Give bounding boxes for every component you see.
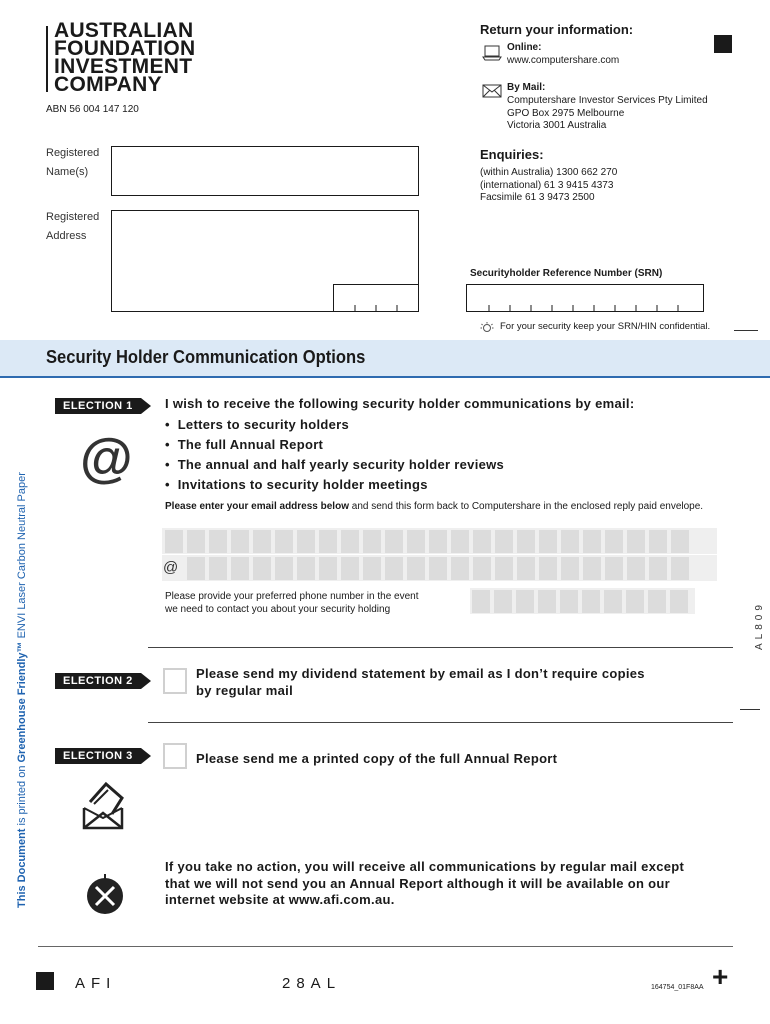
plus-icon: + — [712, 961, 729, 992]
footer-code-left: AFI — [75, 975, 117, 992]
registered-names-label — [46, 144, 99, 182]
email-cell[interactable] — [649, 557, 667, 580]
footer-code-mid: 28AL — [282, 975, 342, 992]
srn-note: For your security keep your SRN/HIN confidential. — [500, 321, 711, 332]
registered-address-label — [46, 208, 99, 246]
enquiries-title: Enquiries: — [480, 147, 544, 162]
logo-line-4: COMPANY — [54, 73, 162, 96]
list-item: • The full Annual Report — [165, 437, 324, 452]
email-cell[interactable] — [473, 557, 491, 580]
phone-instruction — [165, 591, 419, 616]
sidebar-bold: This Document — [16, 828, 28, 908]
section-title: Security Holder Communication Options — [46, 347, 366, 367]
footer-reference: 164754_01F8AA — [651, 984, 704, 991]
email-cell[interactable] — [429, 530, 447, 553]
logo-line-3: INVESTMENT — [54, 55, 193, 78]
email-input-row-1[interactable] — [165, 530, 689, 553]
email-cell[interactable] — [407, 530, 425, 553]
label-line: Address — [46, 230, 87, 242]
email-cell[interactable] — [297, 530, 315, 553]
at-icon: @ — [80, 428, 133, 488]
no-action-line: internet website at www.afi.com.au. — [165, 892, 395, 907]
enquiries-contacts — [480, 167, 617, 205]
corner-mark-top — [714, 35, 732, 53]
list-item: • Letters to security holders — [165, 417, 350, 432]
footer-divider — [38, 946, 733, 947]
email-input-row-2[interactable] — [187, 557, 689, 580]
phone-cell[interactable] — [538, 590, 556, 613]
email-cell[interactable] — [429, 557, 447, 580]
phone-cell[interactable] — [494, 590, 512, 613]
phone-cell[interactable] — [648, 590, 666, 613]
email-cell[interactable] — [341, 530, 359, 553]
email-cell[interactable] — [539, 530, 557, 553]
election-2-tag: ELECTION 2 — [55, 673, 141, 689]
postcode-box — [333, 284, 419, 312]
online-url: www.computershare.com — [507, 55, 620, 66]
no-action-text — [165, 859, 684, 909]
election-1-heading: I wish to receive the following security holder communications by email: — [165, 396, 635, 411]
election-2-rule — [740, 709, 760, 710]
open-envelope-icon — [80, 780, 126, 835]
enquiry-line: (within Australia) 1300 662 270 — [480, 167, 618, 178]
email-cell[interactable] — [561, 530, 579, 553]
phone-cell[interactable] — [626, 590, 644, 613]
phone-line: Please provide your preferred phone number in the event — [165, 591, 419, 602]
email-cell[interactable] — [275, 530, 293, 553]
srn-box — [466, 284, 704, 312]
email-cell[interactable] — [583, 557, 601, 580]
at-symbol: @ — [163, 559, 179, 576]
security-icon — [480, 320, 494, 338]
email-cell[interactable] — [253, 557, 271, 580]
email-cell[interactable] — [297, 557, 315, 580]
phone-cell[interactable] — [516, 590, 534, 613]
enquiry-line: Facsimile 61 3 9473 2500 — [480, 192, 595, 203]
email-cell[interactable] — [627, 530, 645, 553]
sidebar-brand: Greenhouse Friendly™ — [16, 641, 28, 763]
registered-names-box — [111, 146, 419, 196]
email-cell[interactable] — [451, 530, 469, 553]
bullet-text: The annual and half yearly security holder reviews — [177, 457, 505, 472]
list-item: • The annual and half yearly security holder reviews — [165, 457, 505, 472]
section-band-rule — [0, 376, 770, 378]
sidebar-rest: ENVI Laser Carbon Neutral Paper — [16, 472, 28, 642]
label-line: Name(s) — [46, 166, 89, 178]
email-cell[interactable] — [473, 530, 491, 553]
bullet-text: Invitations to security holder meetings — [177, 477, 428, 492]
no-action-line: that we will not send you an Annual Report although it will be available on our — [165, 875, 670, 891]
mail-line: Computershare Investor Services Pty Limited — [507, 95, 708, 106]
bullet-text: The full Annual Report — [177, 437, 324, 452]
election-2-line: Please send my dividend statement by email as I don’t require copies — [196, 666, 645, 681]
email-cell[interactable] — [363, 530, 381, 553]
email-cell[interactable] — [561, 557, 579, 580]
phone-cell[interactable] — [582, 590, 600, 613]
divider-2 — [148, 722, 733, 723]
phone-cell[interactable] — [472, 590, 490, 613]
label-line: Registered — [46, 211, 100, 223]
email-cell[interactable] — [385, 530, 403, 553]
phone-cell[interactable] — [670, 590, 688, 613]
email-cell[interactable] — [671, 557, 689, 580]
mail-line: Victoria 3001 Australia — [507, 120, 607, 131]
email-cell[interactable] — [187, 530, 205, 553]
email-cell[interactable] — [363, 557, 381, 580]
election-3-checkbox[interactable] — [163, 743, 187, 769]
phone-input[interactable] — [472, 590, 688, 613]
email-cell[interactable] — [649, 530, 667, 553]
srn-label: Securityholder Reference Number (SRN) — [470, 268, 663, 279]
online-label: Online: — [507, 42, 542, 53]
bullet-text: Letters to security holders — [177, 417, 350, 432]
phone-cell[interactable] — [560, 590, 578, 613]
srn-note-rule — [734, 330, 758, 331]
enquiry-line: (international) 61 3 9415 4373 — [480, 179, 614, 191]
email-instruction — [165, 501, 725, 514]
email-cell[interactable] — [275, 557, 293, 580]
mail-label: By Mail: — [507, 82, 546, 93]
email-cell[interactable] — [671, 530, 689, 553]
email-cell[interactable] — [627, 557, 645, 580]
divider-1 — [148, 647, 733, 648]
instruction-bold: Please enter your email address below — [165, 501, 349, 512]
email-cell[interactable] — [209, 557, 227, 580]
election-2-text — [196, 666, 645, 699]
email-cell[interactable] — [341, 557, 359, 580]
email-cell[interactable] — [231, 557, 249, 580]
form-code-vertical: AL809 — [754, 601, 765, 650]
email-cell[interactable] — [187, 557, 205, 580]
email-cell[interactable] — [209, 530, 227, 553]
abn: ABN 56 004 147 120 — [46, 104, 139, 115]
email-cell[interactable] — [517, 557, 535, 580]
logo-line-1: AUSTRALIAN — [54, 19, 194, 42]
list-item: • Invitations to security holder meetings — [165, 477, 428, 492]
election-2-line: by regular mail — [196, 682, 293, 698]
email-cell[interactable] — [451, 557, 469, 580]
computer-icon — [482, 45, 502, 66]
email-cell[interactable] — [253, 530, 271, 553]
email-cell[interactable] — [495, 557, 513, 580]
mail-address — [507, 95, 708, 133]
phone-cell[interactable] — [604, 590, 622, 613]
company-logo — [54, 19, 196, 96]
email-cell[interactable] — [319, 557, 337, 580]
election-2-checkbox[interactable] — [163, 668, 187, 694]
paper-sidebar-text — [16, 472, 28, 908]
return-info-title: Return your information: — [480, 22, 634, 37]
email-cell[interactable] — [231, 530, 249, 553]
envelope-icon — [482, 84, 502, 103]
instruction-rest: and send this form back to Computershare in the enclosed reply paid envelope. — [348, 501, 704, 512]
email-cell[interactable] — [319, 530, 337, 553]
email-cell[interactable] — [539, 557, 557, 580]
logo-bar — [46, 26, 48, 92]
election-3-text: Please send me a printed copy of the full Annual Report — [196, 751, 558, 766]
email-cell[interactable] — [605, 557, 623, 580]
corner-mark-bottom — [36, 972, 54, 990]
sidebar-middle: is printed on — [16, 762, 28, 829]
election-1-tag: ELECTION 1 — [55, 398, 141, 414]
mail-line: GPO Box 2975 Melbourne — [507, 107, 625, 119]
email-cell[interactable] — [495, 530, 513, 553]
label-line: Registered — [46, 147, 100, 159]
election-3-tag: ELECTION 3 — [55, 748, 141, 764]
email-cell[interactable] — [583, 530, 601, 553]
email-cell[interactable] — [605, 530, 623, 553]
email-cell[interactable] — [517, 530, 535, 553]
email-cell[interactable] — [165, 530, 183, 553]
election-1-bullets — [165, 415, 504, 495]
no-action-icon — [84, 872, 126, 921]
email-cell[interactable] — [407, 557, 425, 580]
no-action-line: If you take no action, you will receive all communications by regular mail except — [165, 859, 685, 874]
phone-line: we need to contact you about your security holding — [165, 603, 391, 615]
logo-line-2: FOUNDATION — [54, 37, 196, 60]
email-cell[interactable] — [385, 557, 403, 580]
